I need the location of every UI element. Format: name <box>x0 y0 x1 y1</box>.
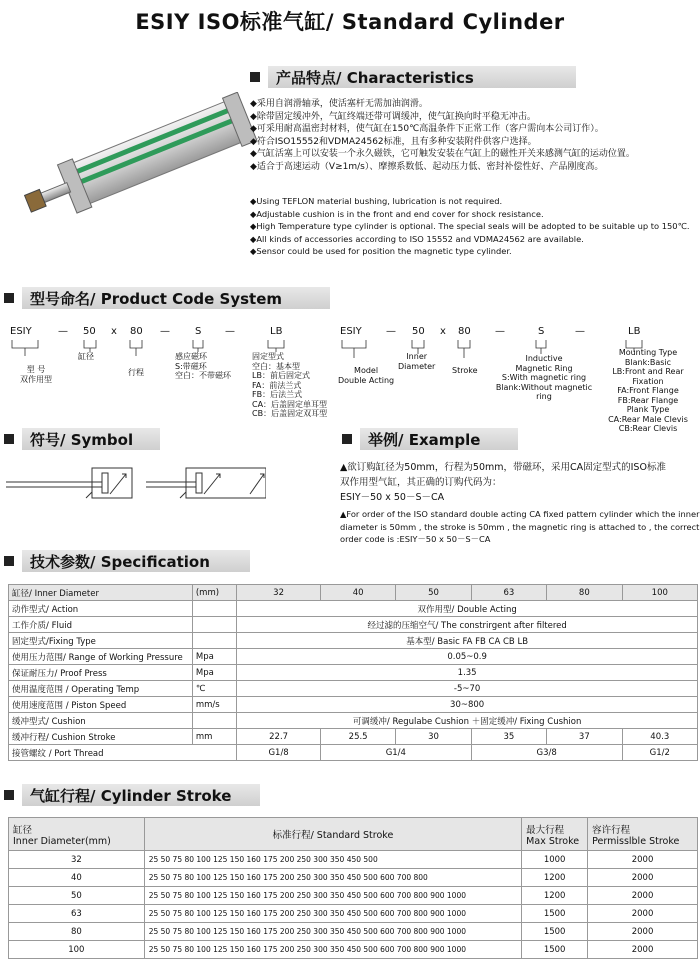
spec-row-unit: mm <box>192 729 236 745</box>
spec-row <box>9 697 698 713</box>
characteristics-cn-list <box>250 98 635 173</box>
en-bullet: ◆Adjustable cushion is in the front and end cover for shock resistance. <box>250 208 544 219</box>
header-line: Inner Diameter(mm) <box>13 835 111 847</box>
stroke-bore: 50 <box>9 887 145 905</box>
mount-label: 固定型式 <box>252 352 284 361</box>
spec-row <box>9 681 698 697</box>
stroke-row <box>9 887 698 905</box>
code-cn-magnet-block <box>175 352 231 381</box>
model-label: Model <box>354 366 379 375</box>
stroke-max: 1500 <box>522 941 588 959</box>
section-square-icon <box>4 434 14 444</box>
spec-row <box>9 665 698 681</box>
code-token-dash: — <box>575 326 585 337</box>
code-en-model-block <box>338 366 394 385</box>
spec-row-value: -5~70 <box>237 681 698 697</box>
example-cn-line: ESIY－50 x 50－S－CA <box>340 492 445 503</box>
code-cn-bore-label: 缸径 <box>78 352 94 361</box>
code-en-stroke-label: Stroke <box>452 366 478 375</box>
cylinder-product-image <box>14 92 259 227</box>
stroke-max: 1200 <box>522 887 588 905</box>
spec-row-label: 缓冲行程/ Cushion Stroke <box>9 729 193 745</box>
code-token-dash: — <box>160 326 170 337</box>
stroke-row <box>9 941 698 959</box>
en-bullet: ◆High Temperature type cylinder is optional. The special seals will be adopted to be suitable up to 150℃. <box>250 221 690 231</box>
magnet-label: 感应磁环 <box>175 352 207 361</box>
symbol-heading <box>4 428 160 450</box>
mount-line: LB：前后固定式 <box>252 371 310 380</box>
stroke-list: 25 50 75 80 100 125 150 160 175 200 250 300 350 450 500 600 700 800 900 1000 <box>144 887 521 905</box>
cylinder-stroke-table <box>8 817 698 959</box>
cylinder-symbol-diagram <box>6 462 266 507</box>
example-cn-line: 双作用型气缸，其正确的订购代码为： <box>340 477 502 488</box>
header-line: 容许行程 <box>592 824 631 836</box>
bore-value: 63 <box>471 585 546 601</box>
spec-row <box>9 649 698 665</box>
characteristics-heading <box>250 66 576 88</box>
mount-line: CA：后盖固定单耳型 <box>252 399 328 409</box>
spec-row-unit <box>192 601 236 617</box>
spec-row-unit: ℃ <box>192 681 236 697</box>
stroke-list: 25 50 75 80 100 125 150 160 175 200 250 300 350 450 500 600 700 800 <box>144 869 521 887</box>
cn-bullet: ◆符合ISO15552和VDMA24562标准，且有多种安装附件供客户选择。 <box>250 136 537 147</box>
example-en-line: order code is :ESIY－50 x 50－S－CA <box>340 534 491 544</box>
stroke-header-bore <box>9 818 145 851</box>
mount-line: CB：后盖固定双耳型 <box>252 409 328 418</box>
mount-label: Mounting Type <box>618 348 678 357</box>
spec-row-unit <box>192 713 236 729</box>
spec-row <box>9 617 698 633</box>
cushion-value: 40.3 <box>622 729 697 745</box>
spec-row <box>9 633 698 649</box>
specification-heading <box>4 550 250 572</box>
spec-row-label: 使用速度范围 / Piston Speed <box>9 697 193 713</box>
stroke-bore: 40 <box>9 869 145 887</box>
stroke-permissible: 2000 <box>588 905 698 923</box>
spec-row-label: 固定型式/Fixing Type <box>9 633 193 649</box>
cushion-value: 25.5 <box>320 729 395 745</box>
spec-row-port-thread <box>9 745 698 761</box>
code-token-x: x <box>111 326 117 337</box>
spec-row-value: 双作用型/ Double Acting <box>237 601 698 617</box>
stroke-permissible: 2000 <box>588 869 698 887</box>
stroke-bore: 63 <box>9 905 145 923</box>
mount-line: LB:Front and Rear Fixation <box>612 367 684 386</box>
code-token-dash: — <box>386 326 396 337</box>
product-code-heading-text: 型号命名/ Product Code System <box>22 287 330 309</box>
spec-row-value: 经过滤的压缩空气/ The constrirgent after filtered <box>237 617 698 633</box>
code-en-bore-block <box>398 352 435 371</box>
section-square-icon <box>342 434 352 444</box>
code-token-model: ESIY <box>10 326 32 337</box>
example-en-line: diameter is 50mm , the stroke is 50mm , the magnetic ring is attached to , the correct <box>340 521 700 532</box>
header-line: 最大行程 <box>526 824 565 836</box>
port-value: G1/4 <box>320 745 471 761</box>
stroke-row <box>9 923 698 941</box>
specification-table <box>8 584 698 761</box>
magnet-line: Blank:Without magnetic ring <box>495 382 593 401</box>
code-cn-model-label <box>20 365 52 384</box>
section-square-icon <box>4 556 14 566</box>
cn-bullet: ◆可采用耐高温密封材料，使气缸在150℃高温条件下正常工作（客户需向本公司订作）。 <box>250 124 604 134</box>
bore-value: 80 <box>547 585 622 601</box>
code-cn-stroke-label: 行程 <box>128 368 144 377</box>
stroke-header-max <box>522 818 588 851</box>
mount-line: FB:Rear Flange <box>617 395 679 405</box>
spec-row-value: 基本型/ Basic FA FB CA CB LB <box>237 633 698 649</box>
stroke-permissible: 2000 <box>588 941 698 959</box>
bore-value: 40 <box>320 585 395 601</box>
spec-row-value: 可调缓冲/ Regulabe Cushion ＋固定缓冲/ Fixing Cushion <box>237 713 698 729</box>
mount-line: 空白：基本型 <box>252 361 300 371</box>
spec-header-row <box>9 585 698 601</box>
stroke-max: 1500 <box>522 923 588 941</box>
symbol-heading-text: 符号/ Symbol <box>22 428 160 450</box>
characteristics-en-list <box>250 195 690 258</box>
spec-row <box>9 601 698 617</box>
spec-header-label: 缸径/ Inner Diameter <box>9 585 193 601</box>
mount-line: CA:Rear Male Clevis <box>608 414 688 424</box>
stroke-permissible: 2000 <box>588 923 698 941</box>
spec-row-value: 30~800 <box>237 697 698 713</box>
spec-row-label: 使用压力范围/ Range of Working Pressure <box>9 649 193 665</box>
spec-row-value: 1.35 <box>237 665 698 681</box>
port-value: G3/8 <box>471 745 622 761</box>
example-cn-line: ▲欲订购缸径为50mm，行程为50mm，带磁环，采用CA固定型式的ISO标准 <box>340 462 666 473</box>
en-bullet: ◆Using TEFLON material bushing, lubrication is not required. <box>250 196 503 206</box>
bore-value: 32 <box>237 585 321 601</box>
stroke-list: 25 50 75 80 100 125 150 160 175 200 250 300 350 450 500 600 700 800 900 1000 <box>144 923 521 941</box>
stroke-row <box>9 851 698 869</box>
spec-row-label: 动作型式/ Action <box>9 601 193 617</box>
code-en-mount-block <box>596 348 700 434</box>
spec-row-label: 缓冲型式/ Cushion <box>9 713 193 729</box>
mount-line: FA:Front Flange <box>617 386 679 395</box>
spec-row-unit: mm/s <box>192 697 236 713</box>
bore-label: Inner <box>406 352 428 361</box>
code-cn-mount-block <box>252 352 327 419</box>
code-en-magnet-block <box>494 354 594 402</box>
stroke-permissible: 2000 <box>588 851 698 869</box>
characteristics-heading-text: 产品特点/ Characteristics <box>268 66 576 88</box>
stroke-permissible: 2000 <box>588 887 698 905</box>
magnet-line: S:带磁环 <box>175 361 207 371</box>
stroke-list: 25 50 75 80 100 125 150 160 175 200 250 300 350 450 500 600 700 800 900 1000 <box>144 941 521 959</box>
mount-line: Plank Type <box>626 405 670 414</box>
header-line: 缸径 <box>13 824 33 836</box>
example-heading <box>342 428 518 450</box>
port-value: G1/8 <box>237 745 321 761</box>
spec-row-value: 0.05~0.9 <box>237 649 698 665</box>
stroke-list: 25 50 75 80 100 125 150 160 175 200 250 300 350 450 500 <box>144 851 521 869</box>
stroke-max: 1500 <box>522 905 588 923</box>
stroke-header-permissible <box>588 818 698 851</box>
en-bullet: ◆Sensor could be used for position the magnetic type cylinder. <box>250 246 512 256</box>
magnet-line: 空白：不带磁环 <box>175 371 231 380</box>
spec-row-unit <box>192 633 236 649</box>
bore-label: Diameter <box>398 361 436 371</box>
stroke-list: 25 50 75 80 100 125 150 160 175 200 250 300 350 450 500 600 700 800 900 1000 <box>144 905 521 923</box>
stroke-header-row <box>9 818 698 851</box>
spec-row <box>9 713 698 729</box>
section-square-icon <box>4 790 14 800</box>
spec-row-label: 使用温度范围 / Operating Temp <box>9 681 193 697</box>
code-token-model: ESIY <box>340 326 362 337</box>
stroke-header-standard: 标准行程/ Standard Stroke <box>144 818 521 851</box>
spec-row-unit <box>192 617 236 633</box>
mount-line: Blank:Basic <box>624 357 672 367</box>
stroke-bore: 100 <box>9 941 145 959</box>
example-heading-text: 举例/ Example <box>360 428 518 450</box>
code-token-mount: LB <box>628 326 641 337</box>
stroke-row <box>9 905 698 923</box>
mount-line: CB:Rear Clevis <box>618 424 678 433</box>
cushion-value: 35 <box>471 729 546 745</box>
code-token-magnet: S <box>195 326 202 337</box>
code-token-dash: — <box>58 326 68 337</box>
code-token-bore: 50 <box>412 326 425 337</box>
cushion-value: 30 <box>396 729 471 745</box>
spec-row-label: 保证耐压力/ Proof Press <box>9 665 193 681</box>
section-square-icon <box>4 293 14 303</box>
header-line: Max Stroke <box>526 835 580 847</box>
en-bullet: ◆All kinds of accessories according to ISO 15552 and VDMA24562 are available. <box>250 233 584 244</box>
cn-bullet: ◆采用自润滑轴承，使活塞杆无需加油润滑。 <box>250 99 428 109</box>
code-token-dash: — <box>225 326 235 337</box>
port-value: G1/2 <box>622 745 697 761</box>
example-en-line: ▲For order of the ISO standard double acting CA fixed pattern cylinder which the inner <box>340 509 700 519</box>
section-square-icon <box>250 72 260 82</box>
example-cn-block <box>340 460 666 505</box>
mount-line: FB：后法兰式 <box>252 390 303 399</box>
specification-heading-text: 技术参数/ Specification <box>22 550 250 572</box>
mount-line: FA：前法兰式 <box>252 380 302 390</box>
magnet-line: Magnetic Ring <box>515 363 573 373</box>
cn-bullet: ◆适合于高速运动（V≥1m/s）、摩擦系数低、起动压力低、密封补偿性好、产品刚度高。 <box>250 161 604 172</box>
code-token-stroke: 80 <box>130 326 143 337</box>
code-token-magnet: S <box>538 326 545 337</box>
spec-row-cushion-stroke <box>9 729 698 745</box>
spec-row-unit: Mpa <box>192 649 236 665</box>
model-sub-label: 双作用型 <box>20 374 52 384</box>
stroke-max: 1200 <box>522 869 588 887</box>
cushion-value: 22.7 <box>237 729 321 745</box>
product-code-heading <box>4 287 330 309</box>
spec-row-unit: Mpa <box>192 665 236 681</box>
example-en-block <box>340 508 700 546</box>
code-token-mount: LB <box>270 326 283 337</box>
cylinder-stroke-heading <box>4 784 260 806</box>
spec-row-label: 接管螺纹 / Port Thread <box>9 745 237 761</box>
stroke-bore: 80 <box>9 923 145 941</box>
header-line: Permisslble Stroke <box>592 835 680 847</box>
stroke-max: 1000 <box>522 851 588 869</box>
bore-value: 100 <box>622 585 697 601</box>
model-sub-label: Double Acting <box>338 375 395 385</box>
cushion-value: 37 <box>547 729 622 745</box>
code-token-dash: — <box>495 326 505 337</box>
cylinder-stroke-heading-text: 气缸行程/ Cylinder Stroke <box>22 784 260 806</box>
code-token-x: x <box>440 326 446 337</box>
spec-row-label: 工作介质/ Fluid <box>9 617 193 633</box>
magnet-line: S:With magnetic ring <box>501 373 587 382</box>
stroke-bore: 32 <box>9 851 145 869</box>
magnet-label: Inductive <box>525 354 563 363</box>
stroke-row <box>9 869 698 887</box>
spec-header-unit: (mm) <box>192 585 236 601</box>
cn-bullet: ◆除带固定缓冲外，气缸终端还带可调缓冲，使气缸换向时平稳无冲击。 <box>250 111 536 122</box>
page-title: ESIY ISO标准气缸/ Standard Cylinder <box>135 10 565 34</box>
bore-value: 50 <box>396 585 471 601</box>
cn-bullet: ◆气缸活塞上可以安装一个永久磁铁，它可触发安装在气缸上的磁性开关来感测气缸的运动位置。 <box>250 149 635 159</box>
code-token-bore: 50 <box>83 326 96 337</box>
model-label: 型 号 <box>26 365 46 374</box>
code-token-stroke: 80 <box>458 326 471 337</box>
